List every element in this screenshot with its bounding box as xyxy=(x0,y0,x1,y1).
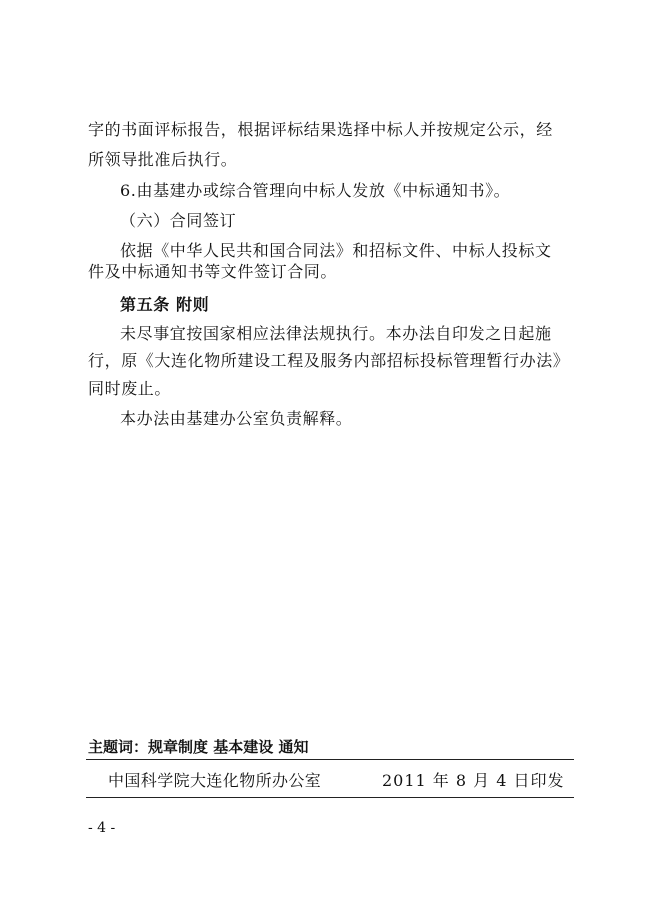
paragraph-contract-line2: 件及中标通知书等文件签订合同。 xyxy=(88,262,338,281)
paragraph-interpretation: 本办法由基建办公室负责解释。 xyxy=(120,409,353,428)
paragraph-supplementary-line3: 同时废止。 xyxy=(88,379,172,398)
paragraph-supplementary-line2: 行，原《大连化物所建设工程及服务内部招标投标管理暂行办法》 xyxy=(88,351,570,370)
paragraph-item-6: 6.由基建办或综合管理向中标人发放《中标通知书》。 xyxy=(120,181,511,200)
footer-rule-top xyxy=(86,759,574,760)
subject-terms: 主题词：规章制度 基本建设 通知 xyxy=(88,738,309,756)
paragraph-evaluation-report-line2: 所领导批准后执行。 xyxy=(88,150,238,169)
paragraph-supplementary-line1: 未尽事宜按国家相应法律法规执行。本办法自印发之日起施 xyxy=(120,324,552,343)
article-five-heading: 第五条 附则 xyxy=(120,295,210,314)
section-heading-contract-signing: （六）合同签订 xyxy=(120,211,237,230)
paragraph-evaluation-report-line1: 字的书面评标报告，根据评标结果选择中标人并按规定公示，经 xyxy=(88,120,553,139)
footer-rule-bottom xyxy=(86,797,574,798)
issuing-office: 中国科学院大连化物所办公室 xyxy=(108,771,322,790)
paragraph-contract-line1: 依据《中华人民共和国合同法》和招标文件、中标人投标文 xyxy=(120,241,552,260)
page-number: - 4 - xyxy=(88,820,116,836)
issue-date: 2011 年 8 月 4 日印发 xyxy=(382,771,565,790)
